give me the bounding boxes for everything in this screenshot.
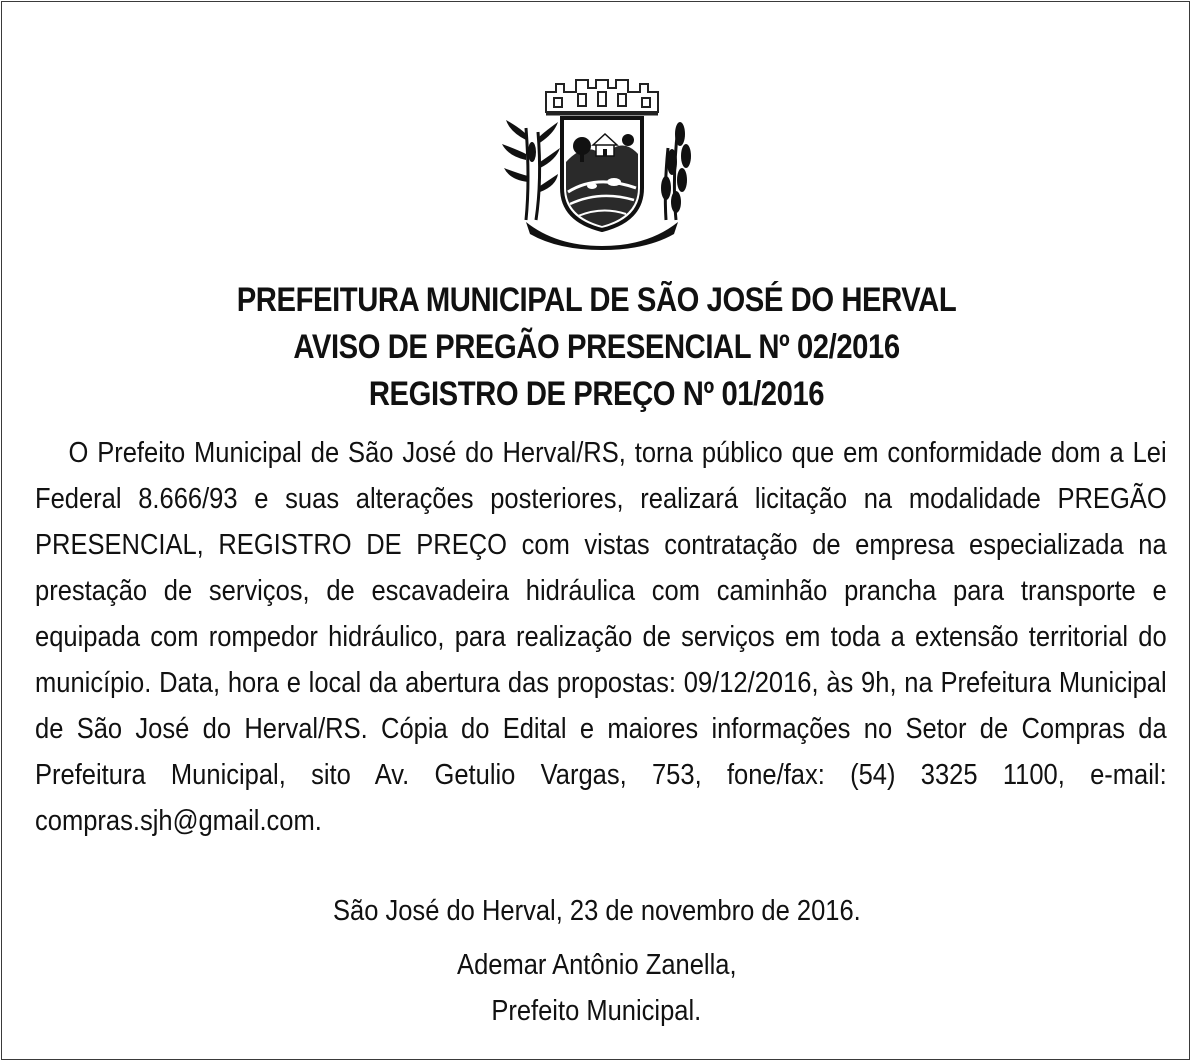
municipal-coat-of-arms-icon — [496, 70, 708, 250]
municipality-title: PREFEITURA MUNICIPAL DE SÃO JOSÉ DO HERVAL — [236, 281, 957, 319]
notice-paragraph: O Prefeito Municipal de São José do Herval/RS, torna público que em conformidade dom a Lei Federal 8.666/93 e suas alterações posteriores, realizará licitação na modalidade PREGÃO PRESENCIAL, REGISTRO DE PREÇO com vistas contratação de empresa especializada na prestação de serviços, de escavadeira hidráulica com caminhão prancha para transporte e equipada com rompedor hidráulico, para realização de serviços em toda a extensão territorial do município. Data, hora e local da abertura das propostas: 09/12/2016, às 9h, na Prefeitura Municipal de São José do Herval/RS. Cópia do Edital e maiores informações no Setor de Compras da Prefeitura Municipal, sito Av. Getulio Vargas, 753, fone/fax: (54) 3325 1100, e-mail: compras.sjh@gmail.com. — [35, 437, 1167, 837]
signer-title: Prefeito Municipal. — [491, 995, 702, 1027]
place-date: São José do Herval, 23 de novembro de 2016. — [332, 895, 861, 927]
notice-body — [35, 430, 1167, 844]
notice-title: AVISO DE PREGÃO PRESENCIAL Nº 02/2016 — [293, 328, 900, 366]
signer-name: Ademar Antônio Zanella, — [456, 949, 737, 981]
price-registry-title: REGISTRO DE PREÇO Nº 01/2016 — [368, 375, 825, 413]
notice-heading — [84, 277, 1110, 418]
